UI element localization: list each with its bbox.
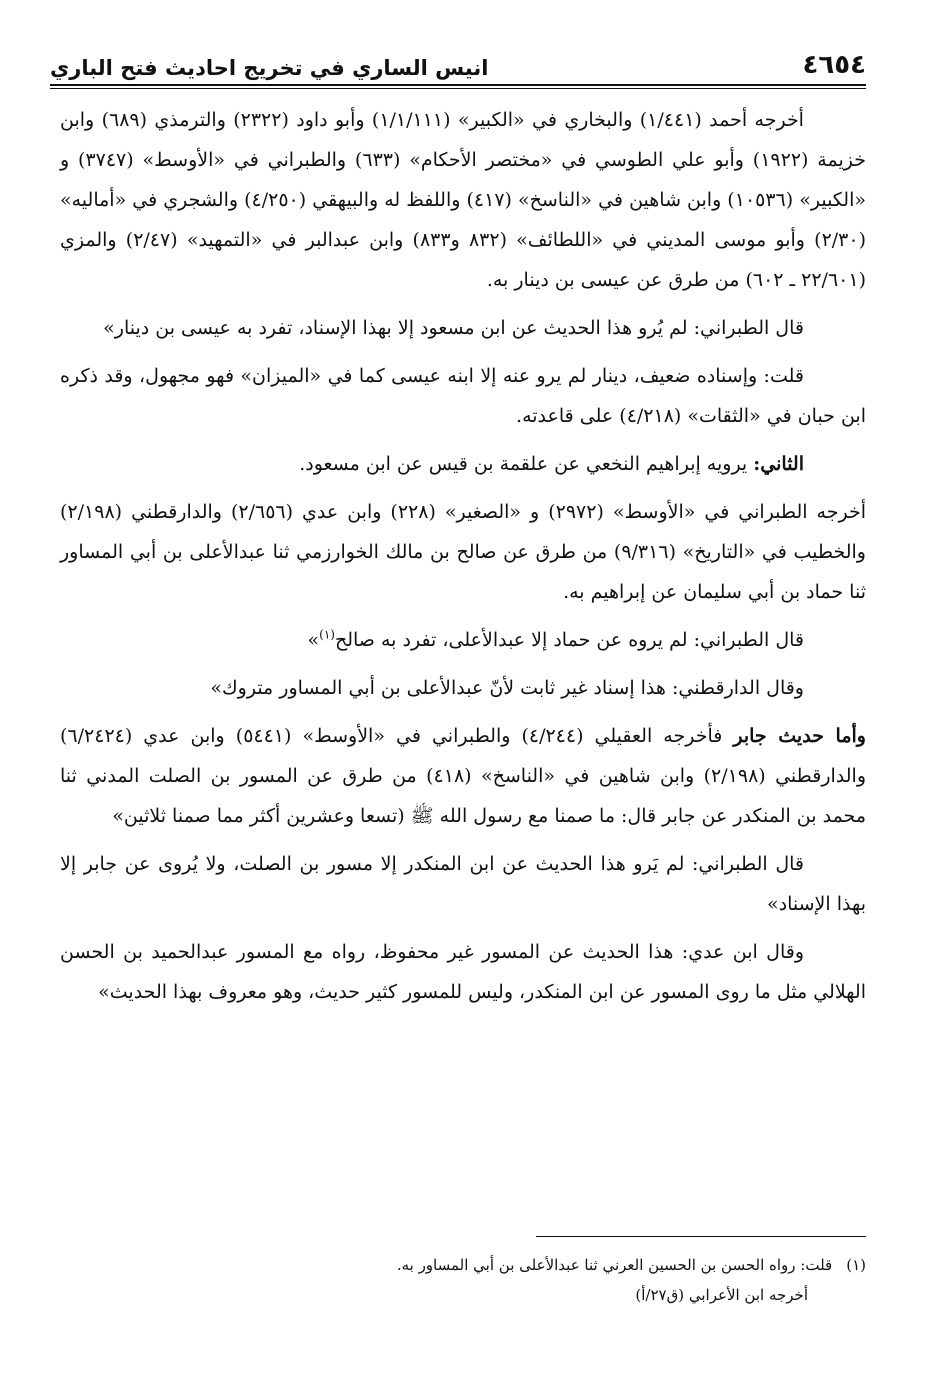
closing-quote: » (307, 629, 320, 651)
paragraph-takhrij-tabarani (60, 492, 866, 612)
paragraph-ibn-adi-comment (60, 932, 866, 1012)
footnote-continuation (60, 1280, 866, 1310)
paragraph-text: يرويه إبراهيم النخعي عن علقمة بن قيس عن ابن مسعود. (299, 453, 754, 475)
paragraph-text: أخرجه أحمد (١/٤٤١) والبخاري في «الكبير» (١/١/١١١) وأبو داود (٢٣٢٢) والترمذي (٦٨٩) وابن خزيمة (١٩٢٢) وأبو علي الطوسي في «مختصر الأحكام» (٦٣٣) والطبراني في «الأوسط» (٣٧٤٧) و «الكبير» (١٠٥٣٦) وابن شاهين في «الناسخ» (٤١٧) واللفظ له والبيهقي (٤/٢٥٠) والشجري في «أماليه» (٢/٣٠) وأبو موسى المديني في «اللطائف» (٨٣٢ و٨٣٣) وابن عبدالبر في «التمهيد» (٢/٤٧) والمزي (٢٢/٦٠١ ـ ٦٠٢) من طرق عن عيسى بن دينار به. (60, 109, 867, 291)
footnote-reference[interactable]: (١) (319, 627, 335, 642)
paragraph-text: فأخرجه العقيلي (٤/٢٤٤) والطبراني في «الأوسط» (٥٤٤١) وابن عدي (٦/٢٤٢٤) والدارقطني (٢/١٩٨) وابن شاهين في «الناسخ» (٤١٨) من طرق عن المسور بن الصلت المدني ثنا محمد بن المنكدر عن جابر قال: ما صمنا مع رسول الله ﷺ (تسعا وعشرين أكثر مما صمنا ثلاثين» (60, 725, 866, 827)
main-text (60, 100, 866, 1020)
running-head (50, 38, 866, 80)
page-number: ٤٦٥٤ (802, 50, 866, 80)
paragraph-text: قال الطبراني: لم يُرو هذا الحديث عن ابن مسعود إلا بهذا الإسناد، تفرد به عيسى بن دينار» (103, 317, 804, 339)
footnote-text: أخرجه ابن الأعرابي (ق٢٧/أ) (635, 1286, 808, 1304)
paragraph-text: قلت: وإسناده ضعيف، دينار لم يرو عنه إلا ابنه عيسى كما في «الميزان» فهو مجهول، وقد ذكره ابن حبان في «الثقات» (٤/٢١٨) على قاعدته. (60, 365, 866, 427)
paragraph-second-route (60, 444, 866, 484)
paragraph-lead: الثاني: (753, 453, 804, 475)
paragraph-lead: وأما حديث جابر (733, 725, 866, 747)
footnote (60, 1250, 866, 1280)
paragraph-tabarani-comment-2 (60, 620, 866, 660)
header-rule (50, 84, 866, 89)
paragraph-daraqutni-comment (60, 668, 866, 708)
paragraph-jabir-hadith (60, 716, 866, 836)
paragraph-tabarani-comment (60, 308, 866, 348)
paragraph-takhrij-ahmad (60, 100, 866, 300)
paragraph-tabarani-comment-3 (60, 844, 866, 924)
paragraph-author-note (60, 356, 866, 436)
footnote-separator (536, 1236, 866, 1237)
footnote-text: قلت: رواه الحسن بن الحسين العرني ثنا عبدالأعلى بن أبي المساور به. (396, 1256, 833, 1274)
book-title: انيس الساري في تخريج احاديث فتح الباري (50, 56, 489, 80)
paragraph-text: قال الطبراني: لم يروه عن حماد إلا عبدالأعلى، تفرد به صالح (334, 629, 804, 651)
paragraph-text: أخرجه الطبراني في «الأوسط» (٢٩٧٢) و «الصغير» (٢٢٨) وابن عدي (٢/٦٥٦) والدارقطني (٢/١٩٨) والخطيب في «التاريخ» (٩/٣١٦) من طرق عن صالح بن مالك الخوارزمي ثنا عبدالأعلى بن أبي المساور ثنا حماد بن أبي سليمان عن إبراهيم به. (60, 501, 866, 603)
paragraph-text: قال الطبراني: لم يَرو هذا الحديث عن ابن المنكدر إلا مسور بن الصلت، ولا يُروى عن جابر إلا بهذا الإسناد» (60, 853, 866, 915)
paragraph-text: وقال ابن عدي: هذا الحديث عن المسور غير محفوظ، رواه مع المسور عبدالحميد بن الحسن الهلالي مثل ما روى المسور عن ابن المنكدر، وليس للمسور كثير حديث، وهو معروف بهذا الحديث» (60, 941, 866, 1003)
paragraph-text: وقال الدارقطني: هذا إسناد غير ثابت لأنّ عبدالأعلى بن أبي المساور متروك» (210, 677, 804, 699)
footnotes (60, 1250, 866, 1310)
footnote-number: (١) (846, 1256, 866, 1274)
